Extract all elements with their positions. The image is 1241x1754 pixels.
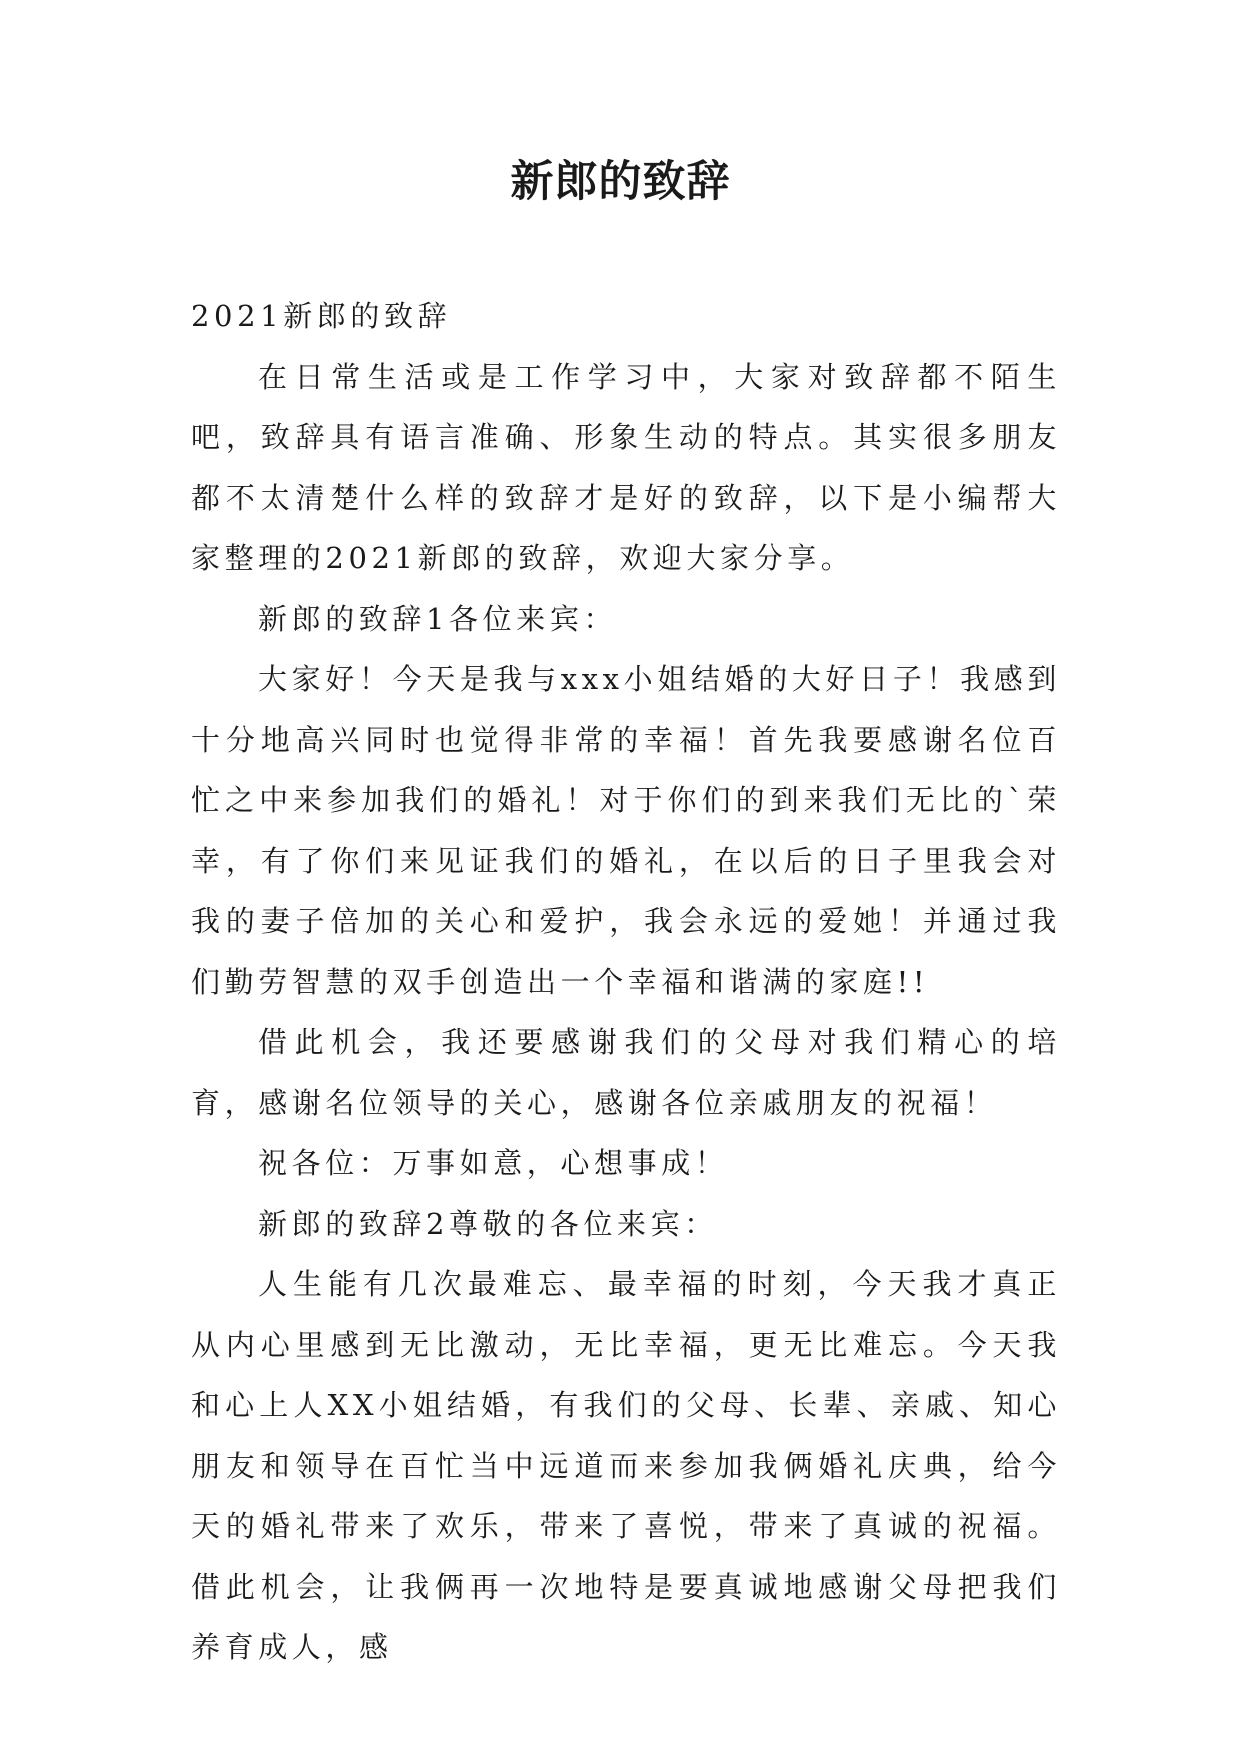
paragraph: 大家好！今天是我与xxx小姐结婚的大好日子！我感到十分地高兴同时也觉得非常的幸福！首先我要感谢名位百忙之中来参加我们的婚礼！对于你们的到来我们无比的`荣幸，有了你们来见证我们的婚礼，在以后的日子里我会对我的妻子倍加的关心和爱护，我会永远的爱她！并通过我们勤劳智慧的双手创造出一个幸福和谐满的家庭!!	[191, 662, 1061, 999]
paragraph: 祝各位：万事如意，心想事成！	[258, 1146, 729, 1180]
paragraph: 借此机会，我还要感谢我们的父母对我们精心的培育，感谢名位领导的关心，感谢各位亲戚朋友的祝福！	[191, 1025, 1061, 1120]
paragraph: 新郎的致辞1各位来宾：	[258, 601, 618, 636]
paragraph: 新郎的致辞2尊敬的各位来宾：	[258, 1206, 718, 1241]
paragraph: 2021新郎的致辞	[191, 299, 452, 333]
paragraph: 在日常生活或是工作学习中，大家对致辞都不陌生吧，致辞具有语言准确、形象生动的特点。其实很多朋友都不太清楚什么样的致辞才是好的致辞，以下是小编帮大家整理的2021新郎的致辞，欢迎大家分享。	[191, 359, 1061, 575]
document-body	[191, 286, 1061, 1678]
paragraph: 人生能有几次最难忘、最幸福的时刻，今天我才真正从内心里感到无比激动，无比幸福，更无比难忘。今天我和心上人XX小姐结婚，有我们的父母、长辈、亲戚、知心朋友和领导在百忙当中远道而来参加我俩婚礼庆典，给今天的婚礼带来了欢乐，带来了喜悦，带来了真诚的祝福。借此机会，让我俩再一次地特是要真诚地感谢父母把我们养育成人，感	[191, 1267, 1061, 1664]
page-title: 新郎的致辞	[510, 157, 731, 207]
